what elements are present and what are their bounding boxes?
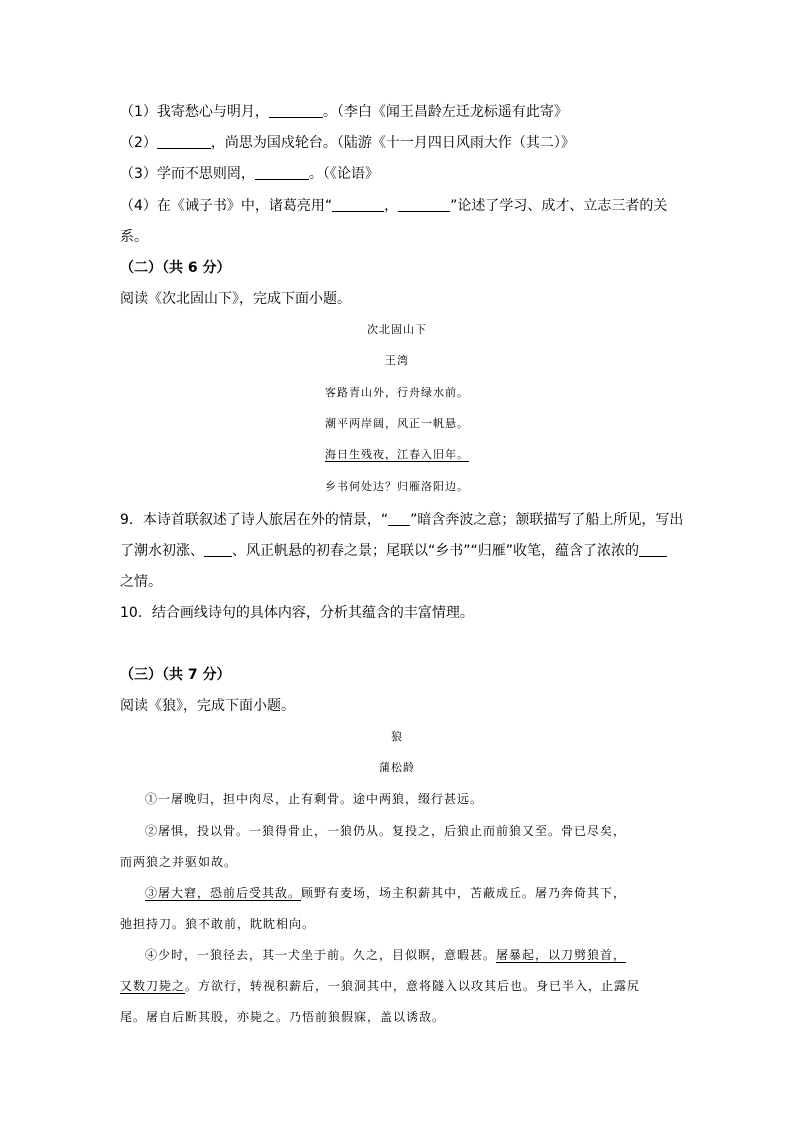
q4-continuation: 系。 xyxy=(120,229,148,245)
q1-text-after: 。（李白《闻王昌龄左迁龙标遥有此寄》 xyxy=(322,104,568,120)
underlined-text: 海日生残夜，江春入旧年。 xyxy=(325,448,469,461)
paragraph-4-line-1 xyxy=(145,947,626,963)
section-2-heading: （二）（共 6 分） xyxy=(120,260,231,276)
paragraph-1: ①一屠晚归，担中肉尽，止有剩骨。途中两狼，缀行甚远。 xyxy=(145,792,484,806)
q4-text-after: ”论述了学习、成才、立志三者的关 xyxy=(450,198,668,214)
answer-blank[interactable] xyxy=(255,165,309,180)
text-author: 蒲松龄 xyxy=(379,761,415,774)
section-2-intro: 阅读《次北固山下》，完成下面小题。 xyxy=(120,291,351,307)
poem-author: 王湾 xyxy=(385,354,409,367)
text-title: 狼 xyxy=(391,730,403,743)
question-fill-2 xyxy=(120,133,575,153)
answer-blank[interactable] xyxy=(639,542,667,557)
section-3-heading: （三）（共 7 分） xyxy=(120,667,231,683)
q9-text: 9．本诗首联叙述了诗人旅居在外的情景，“ xyxy=(120,512,389,528)
question-fill-4 xyxy=(120,196,667,216)
question-9-line-1 xyxy=(120,510,683,530)
q3-text-before: （3）学而不思则罔， xyxy=(120,166,255,182)
poem-line-4: 乡书何处达？归雁洛阳边。 xyxy=(325,480,469,493)
poem-line-1: 客路青山外，行舟绿水前。 xyxy=(325,386,469,399)
poem-line-3-underlined xyxy=(0,447,794,463)
q4-text-before: （4）在《诫子书》中，诸葛亮用“ xyxy=(120,198,333,214)
answer-blank[interactable] xyxy=(204,542,232,557)
paragraph-2-line-1: ②屠惧，投以骨。一狼得骨止，一狼仍从。复投之，后狼止而前狼又至。骨已尽矣， xyxy=(145,824,627,838)
paragraph-4-line-2 xyxy=(120,978,640,994)
q3-text-after: 。（《论语》 xyxy=(308,166,379,182)
answer-blank[interactable] xyxy=(332,197,384,212)
poem-line-2: 潮平两岸阔，风正一帆悬。 xyxy=(325,417,469,430)
question-9-line-2 xyxy=(120,541,667,561)
question-fill-1 xyxy=(120,102,568,122)
q4-text-mid: ， xyxy=(384,198,399,214)
section-3-intro: 阅读《狼》，完成下面小题。 xyxy=(120,698,295,714)
underlined-text: 屠暴起，以刀劈狼首， xyxy=(496,948,627,962)
paragraph-2-line-2: 而两狼之并驱如故。 xyxy=(120,855,238,869)
q2-text-before: （2） xyxy=(120,135,157,151)
paragraph-text: 。方欲行，转视积薪后，一狼洞其中，意将隧入以攻其后也。身已半入，止露尻 xyxy=(185,979,641,993)
paragraph-text: ④少时，一狼径去，其一犬坐于前。久之，目似瞑，意暇甚。 xyxy=(145,948,497,962)
answer-blank[interactable] xyxy=(157,134,211,149)
question-10: 10．结合画线诗句的具体内容，分析其蕴含的丰富情理。 xyxy=(120,605,474,621)
paragraph-3-line-2: 弛担持刀。狼不敢前，眈眈相向。 xyxy=(120,917,316,931)
q9-text: 、风正帆悬的初春之景；尾联以“乡书”“归雁”收笔，蕴含了浓浓的 xyxy=(232,543,640,559)
question-9-line-3: 之情。 xyxy=(120,574,162,590)
underlined-text: 又数刀毙之 xyxy=(120,979,186,993)
underlined-text: ③屠大窘，恐前后受其敌。 xyxy=(145,886,302,900)
answer-blank[interactable] xyxy=(398,197,450,212)
q9-text: 了潮水初涨、 xyxy=(120,543,204,559)
q9-text: ”暗含奔波之意；颔联描写了船上所见，写出 xyxy=(410,512,684,528)
q2-text-after: ，尚思为国戍轮台。（陆游《十一月四日风雨大作（其二）》 xyxy=(210,135,575,151)
paragraph-4-line-3: 尾。屠自后断其股，亦毙之。乃悟前狼假寐，盖以诱敌。 xyxy=(120,1010,446,1024)
answer-blank[interactable] xyxy=(388,511,410,526)
paragraph-text: 顾野有麦场，场主积薪其中，苫蔽成丘。屠乃奔倚其下， xyxy=(301,886,627,900)
q1-text-before: （1）我寄愁心与明月， xyxy=(120,104,269,120)
poem-title: 次北固山下 xyxy=(367,323,427,336)
question-fill-3 xyxy=(120,164,379,184)
paragraph-3-line-1 xyxy=(145,885,626,901)
answer-blank[interactable] xyxy=(269,103,323,118)
